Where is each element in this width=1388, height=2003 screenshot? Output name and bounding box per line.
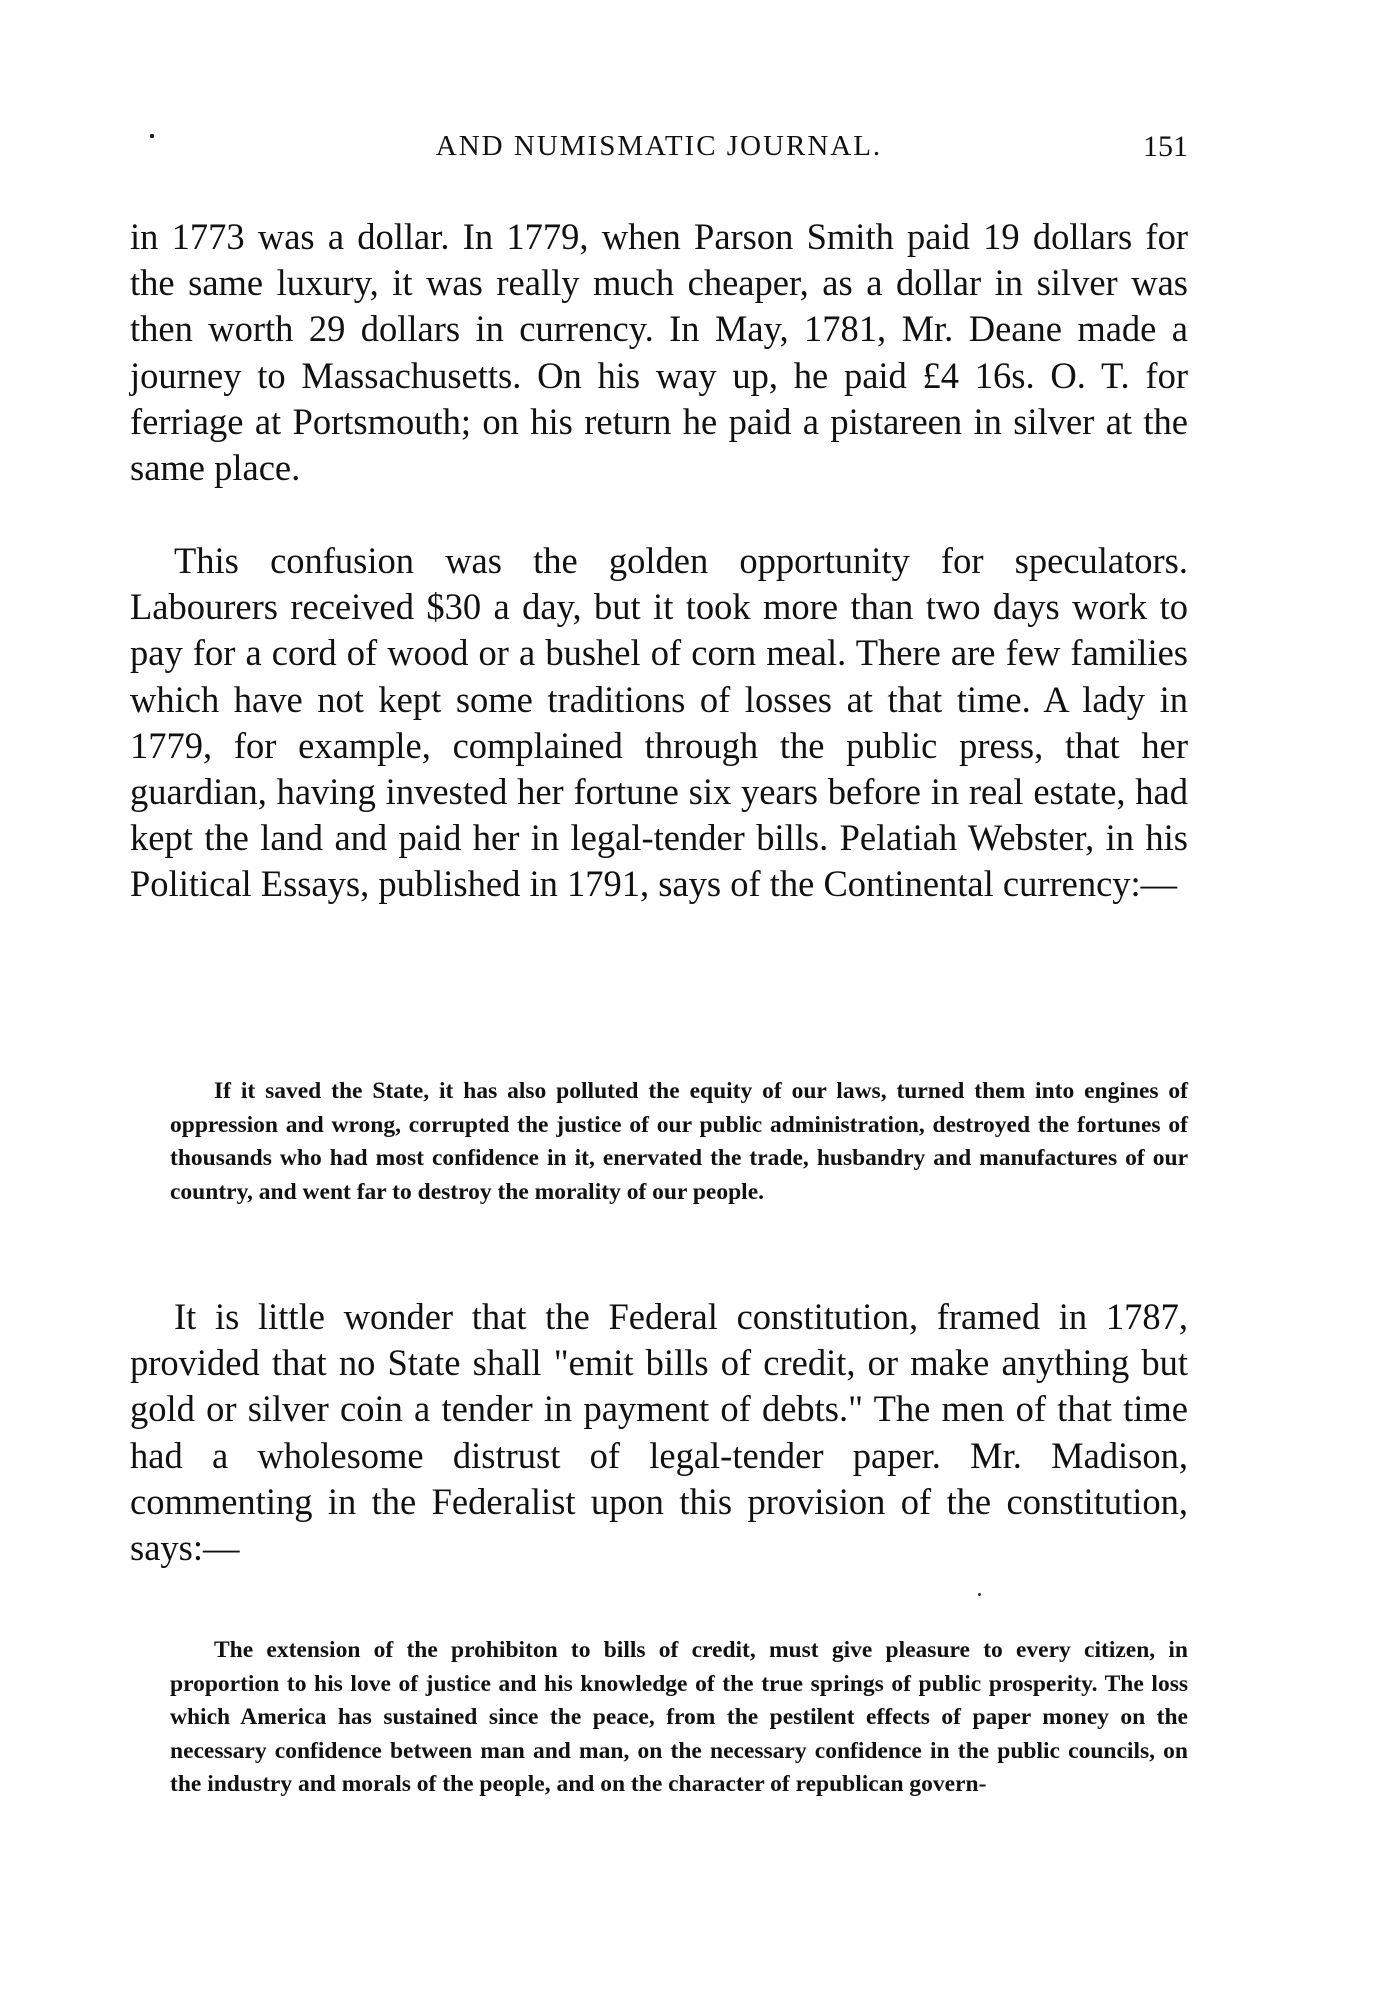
paragraph-federal-constitution: [130, 1294, 1188, 1571]
running-title: AND NUMISMATIC JOURNAL.: [435, 130, 883, 162]
paragraph-text: This confusion was the golden opportunity for speculators. Labourers received $30 a day, but it took more than two days work to pay for a cord of wood or a bushel of corn meal. There are few families which have not kept some traditions of losses at that time. A lady in 1779, for example, complained through the public press, that her guardian, having invested her fortune six years before in real estate, had kept the land and paid her in legal-tender bills. Pelatiah Webster, in his Political Essays, published in 1791, says of the Continental currency:—: [130, 540, 1188, 905]
paragraph-text: in 1773 was a dollar. In 1779, when Parson Smith paid 19 dollars for the same luxury, it was really much cheaper, as a dollar in silver was then worth 29 dollars in currency. In May, 1781, Mr. Deane made a journey to Massachusetts. On his way up, he paid £4 16s. O. T. for ferriage at Portsmouth; on his return he paid a pistareen in silver at the same place.: [130, 216, 1188, 489]
quote-text: If it saved the State, it has also polluted the equity of our laws, turned them into engines of oppression and wrong, corrupted the justice of our public administration, destroyed the fortunes of thousands who had most confidence in it, enervated the trade, husbandry and manufactures of our country, and went far to destroy the morality of our people.: [170, 1078, 1188, 1205]
paragraph-continuation: [130, 214, 1188, 491]
block-quote-madison: [170, 1634, 1188, 1802]
ink-speck: [978, 1593, 981, 1596]
running-head: [130, 130, 1188, 170]
quote-text: The extension of the prohibiton to bills of credit, must give pleasure to every citizen, in proportion to his love of justice and his knowledge of the true springs of public prosperity. The loss which America has sustained since the peace, from the pestilent effects of paper money on the necessary confidence between man and man, on the necessary confidence in the public councils, on the industry and morals of the people, and on the character of republican govern-: [170, 1637, 1188, 1797]
block-quote-webster: [170, 1075, 1188, 1209]
paragraph-text: It is little wonder that the Federal constitution, framed in 1787, provided that no State shall "emit bills of credit, or make anything but gold or silver coin a tender in payment of debts." The men of that time had a wholesome distrust of legal-tender paper. Mr. Madison, commenting in the Federalist upon this provision of the constitution, says:—: [130, 1296, 1188, 1569]
paragraph-speculators: [130, 538, 1188, 908]
page-number: 151: [1143, 130, 1188, 163]
